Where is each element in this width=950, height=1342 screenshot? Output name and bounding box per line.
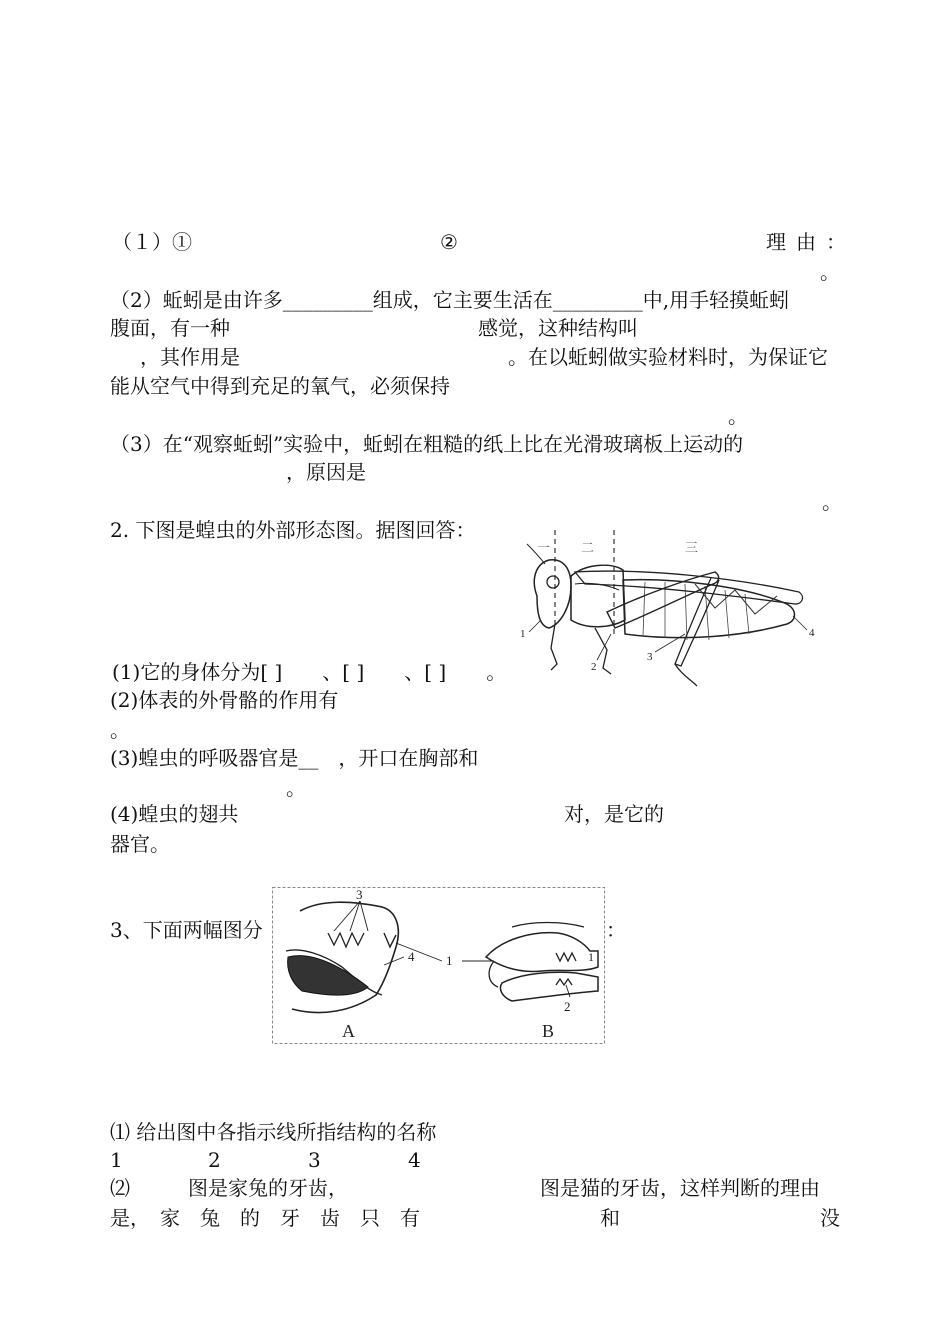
q3-s2c: 图是猫的牙齿，这样判断的理由	[540, 1176, 820, 1200]
q2-s4a: (4)蝗虫的翅共	[110, 802, 239, 826]
locust-front-leg	[551, 624, 557, 670]
q1-p2-line4: 能从空气中得到充足的氧气，必须保持	[110, 374, 450, 398]
locust-middle-leg	[595, 628, 611, 674]
pointer-2	[597, 634, 611, 660]
q2-s3: (3)蝗虫的呼吸器官是__ ，开口在胸部和	[110, 746, 479, 770]
q1-line1-mid: ②	[440, 230, 458, 254]
teeth-label-4: 4	[408, 949, 415, 964]
caption-a: A	[342, 1021, 355, 1041]
pointer-1	[529, 620, 541, 632]
q3-s1: ⑴ 给出图中各指示线所指结构的名称	[110, 1120, 437, 1144]
q3-s3b: 和	[600, 1206, 620, 1230]
q1-line1-left: （１）①	[112, 230, 192, 254]
locust-label-4: 4	[809, 627, 815, 639]
teeth-label-1b: 1	[588, 950, 594, 964]
q2-s4b: 对，是它的	[564, 802, 664, 826]
q3-s2a: ⑵	[110, 1176, 130, 1200]
q3-s3c: 没	[820, 1206, 840, 1230]
q3-s2b: 图是家兔的牙齿，	[188, 1176, 348, 1200]
q3-s3a: 是， 家 兔 的 牙 齿 只 有	[110, 1206, 420, 1230]
q2-s1: (1)它的身体分为[ ] 、[ ] 、[ ] 。	[112, 660, 507, 684]
locust-label-1: 1	[520, 628, 526, 640]
q2-title: 2. 下图是蝗虫的外部形态图。据图回答：	[110, 518, 476, 542]
q1-p3-end: 。	[822, 490, 842, 514]
abdomen-segment	[745, 594, 749, 634]
locust-eye	[547, 576, 559, 588]
locust-thorax	[571, 565, 625, 627]
q1-p2-line1: （2）蚯蚓是由许多_________组成，它主要生活在_________中,用手轻摸蚯蚓	[110, 288, 790, 312]
q1-p2-end: 。	[728, 404, 748, 428]
locust-abdomen	[623, 580, 795, 638]
teeth-figure	[272, 887, 605, 1044]
q1-line1-end: 。	[820, 260, 840, 284]
caption-b: B	[542, 1021, 555, 1041]
region-label-2: 二	[581, 540, 595, 555]
q3-title-b: ：	[606, 918, 626, 942]
q2-s2-end: 。	[110, 718, 130, 742]
q1-p3-line2: ，原因是	[286, 460, 366, 484]
abdomen-segment	[643, 582, 645, 636]
q3-title-a: 3、下面两幅图分	[110, 918, 263, 942]
q3-num-4: 4	[408, 1148, 421, 1172]
q3-num-1: 1	[110, 1148, 123, 1172]
q2-s3-end: 。	[286, 776, 306, 800]
locust-head	[534, 560, 571, 628]
q2-s4-end: 器官。	[110, 832, 170, 856]
abdomen-segment	[685, 584, 687, 640]
pointer-4	[793, 616, 807, 630]
locust-label-3: 3	[647, 651, 653, 663]
locust-label-2: 2	[591, 661, 597, 673]
locust-wing	[575, 571, 802, 604]
teeth-label-2: 2	[564, 999, 571, 1014]
q2-s2: (2)体表的外骨骼的作用有	[110, 688, 339, 712]
teeth-label-3: 3	[356, 887, 363, 902]
q1-p3-line1: （3）在“观察蚯蚓”实验中，蚯蚓在粗糙的纸上比在光滑玻璃板上运动的	[110, 432, 744, 456]
q3-num-3: 3	[308, 1148, 321, 1172]
teeth-label-1a: 1	[446, 953, 453, 968]
q3-num-2: 2	[208, 1148, 221, 1172]
locust-figure	[515, 524, 825, 690]
q1-p2-line3a: ，其作用是	[140, 345, 240, 369]
region-label-3: 三	[685, 540, 699, 555]
locust-hind-tarsus	[675, 664, 697, 686]
q1-line1-right: 理由：	[766, 230, 856, 254]
abdomen-segment	[705, 586, 709, 640]
q1-p2-line3b: 。在以蚯蚓做实验材料时，为保证它	[508, 345, 828, 369]
region-label-1: 一	[537, 540, 551, 555]
q1-p2-line2b: 感觉，这种结构叫	[478, 316, 638, 340]
q1-p2-line2a: 腹面，有一种	[110, 316, 230, 340]
